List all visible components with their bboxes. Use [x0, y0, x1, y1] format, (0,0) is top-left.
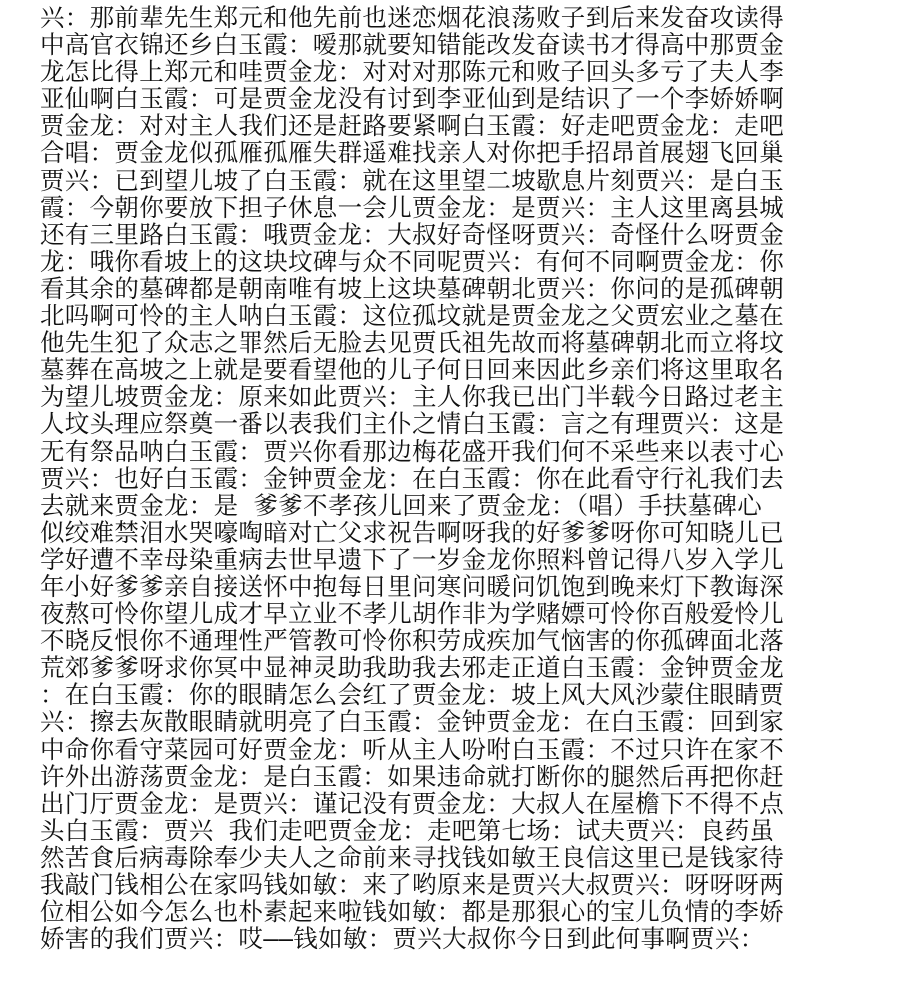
- text-line: 不晓反恨你不通理性严管教可怜你积劳成疾加气恼害的你孤碑面北落: [40, 627, 784, 655]
- text-line: 贾金龙：对对主人我们还是赶路要紧啊白玉霞：好走吧贾金龙：走吧: [40, 112, 784, 140]
- text-line: 他先生犯了众志之罪然后无脸去见贾氏祖先故而将墓碑朝北而立将坟: [40, 329, 784, 357]
- text-line: 荒郊爹爹呀求你冥中显神灵助我助我去邪走正道白玉霞：金钟贾金龙: [40, 654, 784, 682]
- script-text-block: [40, 4, 874, 952]
- text-line: 夜熬可怜你望儿成才早立业不孝儿胡作非为学赌嫖可怜你百般爱怜儿: [40, 600, 784, 628]
- text-line: 许外出游荡贾金龙：是白玉霞：如果违命就打断你的腿然后再把你赶: [40, 762, 784, 790]
- text-line: 兴：擦去灰散眼睛就明亮了白玉霞：金钟贾金龙：在白玉霞：回到家: [40, 708, 784, 736]
- text-line: ：在白玉霞：你的眼睛怎么会红了贾金龙：坡上风大风沙蒙住眼睛贾: [40, 681, 784, 709]
- text-line: 看其余的墓碑都是朝南唯有坡上这块墓碑朝北贾兴：你问的是孤碑朝: [40, 274, 784, 303]
- text-line: 我敲门钱相公在家吗钱如敏：来了哟原来是贾兴大叔贾兴：呀呀呀两: [40, 871, 784, 899]
- text-line: 头白玉霞：贾兴 我们走吧贾金龙：走吧第七场：试夫贾兴：良药虽: [40, 816, 775, 844]
- text-line: 然苦食后病毒除奉少夫人之命前来寻找钱如敏王良信这里已是钱家待: [40, 843, 784, 871]
- text-line: 龙：哦你看坡上的这块坟碑与众不同呢贾兴：有何不同啊贾金龙：你: [40, 247, 784, 275]
- text-line: 贾兴：也好白玉霞：金钟贾金龙：在白玉霞：你在此看守行礼我们去: [40, 464, 784, 492]
- text-line: 中命你看守菜园可好贾金龙：听从主人吩咐白玉霞：不过只许在家不: [40, 735, 784, 763]
- text-line: 贾兴：已到望儿坡了白玉霞：就在这里望二坡歇息片刻贾兴：是白玉: [40, 166, 784, 194]
- text-line: 学好遭不幸母染重病去世早遗下了一岁金龙你照料曾记得八岁入学儿: [40, 545, 784, 573]
- text-line: 去就来贾金龙：是 爹爹不孝孩儿回来了贾金龙：（唱）手扶墓碑心: [40, 491, 762, 519]
- text-line: 合唱：贾金龙似孤雁孤雁失群遥难找亲人对你把手招昂首展翅飞回巢: [40, 139, 784, 167]
- text-line: 出门厅贾金龙：是贾兴：谨记没有贾金龙：大叔人在屋檐下不得不点: [40, 789, 784, 817]
- text-line: 北吗啊可怜的主人呐白玉霞：这位孤坟就是贾金龙之父贾宏业之墓在: [40, 302, 784, 330]
- text-line: 娇害的我们贾兴：哎——钱如敏：贾兴大叔你今日到此何事啊贾兴：: [40, 925, 765, 953]
- text-line: 墓葬在高坡之上就是要看望他的儿子何日回来因此乡亲们将这里取名: [40, 356, 784, 384]
- text-line: 无有祭品呐白玉霞：贾兴你看那边梅花盛开我们何不采些来以表寸心: [40, 437, 784, 465]
- text-line: 人坟头理应祭奠一番以表我们主仆之情白玉霞：言之有理贾兴：这是: [40, 410, 784, 438]
- text-line: 为望儿坡贾金龙：原来如此贾兴：主人你我已出门半载今日路过老主: [40, 383, 784, 411]
- text-line: 年小好爹爹亲自接送怀中抱每日里问寒问暖问饥饱到晚来灯下教诲深: [40, 572, 784, 601]
- text-line: 还有三里路白玉霞：哦贾金龙：大叔好奇怪呀贾兴：奇怪什么呀贾金: [40, 220, 784, 248]
- text-line: 似绞难禁泪水哭嚎啕暗对亡父求祝告啊呀我的好爹爹呀你可知晓儿已: [40, 518, 784, 546]
- text-line: 兴：那前辈先生郑元和他先前也迷恋烟花浪荡败子到后来发奋攻读得: [40, 4, 784, 32]
- text-line: 位相公如今怎么也朴素起来啦钱如敏：都是那狠心的宝儿负情的李娇: [40, 898, 784, 926]
- text-line: 亚仙啊白玉霞：可是贾金龙没有讨到李亚仙到是结识了一个李娇娇啊: [40, 85, 784, 113]
- text-line: 中高官衣锦还乡白玉霞：嗳那就要知错能改发奋读书才得高中那贾金: [40, 31, 784, 59]
- text-line: 霞：今朝你要放下担子休息一会儿贾金龙：是贾兴：主人这里离县城: [40, 193, 784, 221]
- text-line: 龙怎比得上郑元和哇贾金龙：对对对那陈元和败子回头多亏了夫人李: [40, 58, 784, 86]
